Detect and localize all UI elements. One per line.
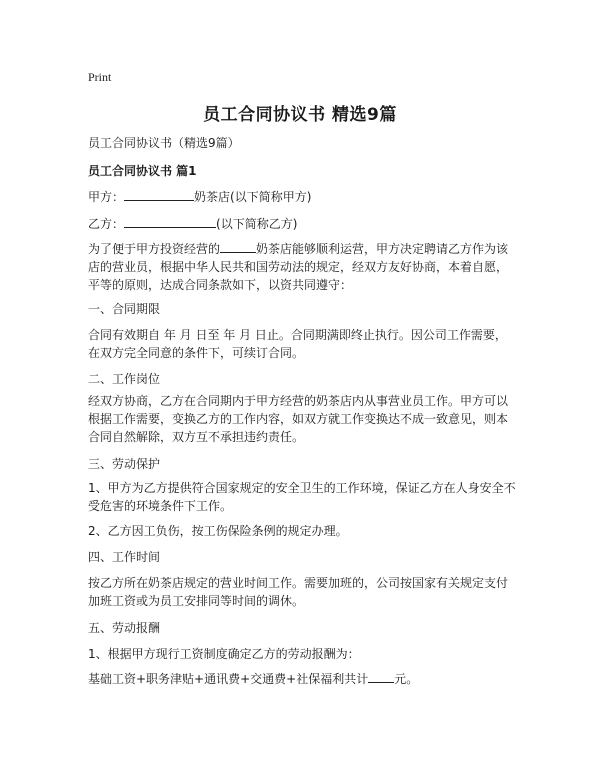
paragraph-remuneration-1: 1、根据甲方现行工资制度确定乙方的劳动报酬为： xyxy=(88,647,360,661)
party-b-suffix: (以下简称乙方) xyxy=(216,217,298,231)
heading-labor-protection: 三、劳动保护 xyxy=(88,457,161,471)
page-title: 员工合同协议书 精选9篇 xyxy=(203,105,397,125)
party-a-label: 甲方： xyxy=(88,190,125,204)
heading-job-position: 二、工作岗位 xyxy=(88,372,161,386)
paragraph-contract-term: 合同有效期自 年 月 日至 年 月 日止。合同期满即终止执行。因公司工作需要，在双方完全同意的条件下，可续订合同。 xyxy=(88,328,507,360)
party-a-suffix: 奶茶店(以下简称甲方) xyxy=(194,190,312,204)
party-b-label: 乙方： xyxy=(88,217,125,231)
print-label[interactable]: Print xyxy=(88,70,112,84)
heading-working-hours: 四、工作时间 xyxy=(88,550,161,564)
party-a-line xyxy=(88,188,518,206)
paragraph-working-hours: 按乙方所在奶茶店规定的营业时间工作。需要加班的，公司按国家有关规定支付加班工资或为员工安排同等时间的调休。 xyxy=(88,576,509,608)
paragraph-remuneration-2 xyxy=(88,670,518,688)
intro-paragraph xyxy=(88,240,518,294)
remuneration-text-start: 基础工资+职务津贴+通讯费+交通费+社保福利共计 xyxy=(88,672,369,686)
section-title: 员工合同协议书 篇1 xyxy=(88,164,197,178)
party-b-blank xyxy=(124,215,216,228)
heading-remuneration: 五、劳动报酬 xyxy=(88,621,161,635)
remuneration-blank xyxy=(368,670,394,683)
paragraph-labor-protection-2: 2、乙方因工负伤，按工伤保险条例的规定办理。 xyxy=(88,524,348,538)
intro-text-start: 为了便于甲方投资经营的 xyxy=(88,242,221,256)
heading-contract-term: 一、合同期限 xyxy=(88,302,161,316)
paragraph-labor-protection-1: 1、甲方为乙方提供符合国家规定的安全卫生的工作环境，保证乙方在人身安全不受危害的环境条件下工作。 xyxy=(88,481,516,513)
intro-blank xyxy=(220,240,256,253)
remuneration-text-end: 元。 xyxy=(394,672,419,686)
party-a-blank xyxy=(124,188,194,201)
intro-text-end: 奶茶店能够顺利运营，甲方决定聘请乙方作为该店的营业员，根据中华人民共和国劳动法的规定，经双方友好协商，本着自愿，平等的原则，达成合同条款如下，以资共同遵守： xyxy=(88,242,509,292)
subtitle: 员工合同协议书（精选9篇） xyxy=(88,136,240,150)
paragraph-job-position: 经双方协商，乙方在合同期内于甲方经营的奶茶店内从事营业员工作。甲方可以根据工作需要，变换乙方的工作内容，如双方就工作变换达不成一致意见，则本合同自然解除，双方互不承担违约责任。 xyxy=(88,394,509,444)
party-b-line xyxy=(88,215,518,233)
